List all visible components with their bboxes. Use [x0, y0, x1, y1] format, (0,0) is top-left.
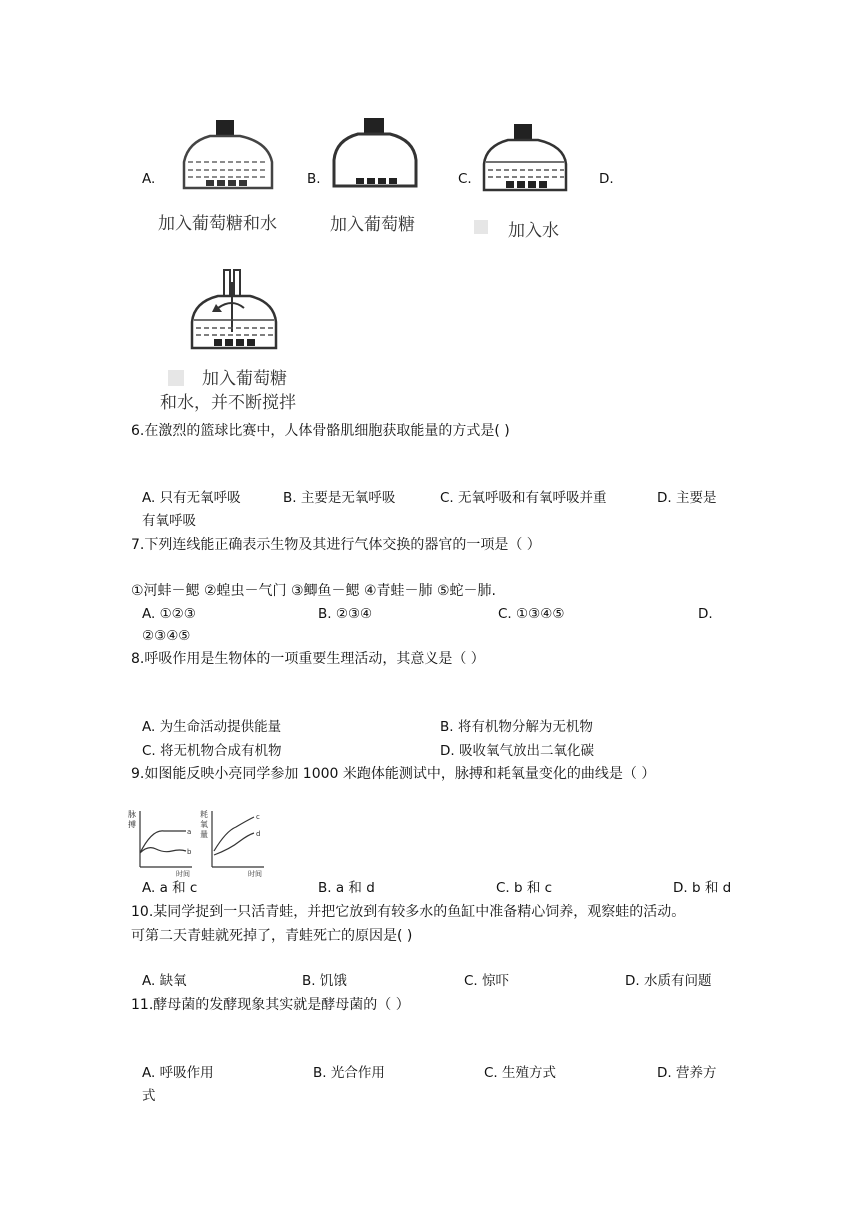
q7-option-d[interactable]: D. [698, 606, 713, 622]
chart2-ylabel-3: 量 [200, 830, 208, 839]
q9-option-d[interactable]: D. b 和 d [673, 880, 732, 896]
flask-c-image [480, 122, 570, 196]
q8-option-a[interactable]: A. 为生命活动提供能量 [142, 719, 282, 735]
flask-d-caption-line1: 加入葡萄糖 [202, 369, 287, 389]
q7-option-b[interactable]: B. ②③④ [318, 606, 373, 622]
q6-option-a[interactable]: A. 只有无氧呼吸 [142, 490, 241, 506]
q8-option-b[interactable]: B. 将有机物分解为无机物 [440, 719, 593, 735]
q11-option-c[interactable]: C. 生殖方式 [484, 1065, 557, 1081]
question-9-stem: 9.如图能反映小亮同学参加 1000 米跑体能测试中，脉搏和耗氧量变化的曲线是（ ） [131, 766, 656, 782]
question-10-stem-line1: 10.某同学捉到一只活青蛙，并把它放到有较多水的鱼缸中准备精心饲养，观察蛙的活动。 [131, 904, 686, 920]
question-11-stem: 11.酵母菌的发酵现象其实就是酵母菌的（ ） [131, 997, 410, 1013]
q11-option-d-continued: 式 [142, 1088, 156, 1104]
q6-option-c[interactable]: C. 无氧呼吸和有氧呼吸并重 [440, 490, 607, 506]
q10-option-c[interactable]: C. 惊吓 [464, 973, 510, 989]
placeholder-mark [168, 370, 184, 386]
curve-d-line [214, 833, 254, 855]
q6-option-b[interactable]: B. 主要是无氧呼吸 [283, 490, 396, 506]
q9-option-b[interactable]: B. a 和 d [318, 880, 375, 896]
q5-option-c-label: C. [458, 171, 472, 187]
q5-option-b-label: B. [307, 171, 321, 187]
question-8-stem: 8.呼吸作用是生物体的一项重要生理活动，其意义是（ ） [131, 651, 485, 667]
chart2-ylabel-2: 氧 [200, 820, 208, 829]
chart2-ylabel-1: 耗 [200, 810, 208, 819]
q11-option-b[interactable]: B. 光合作用 [313, 1065, 385, 1081]
q7-option-d-continued: ②③④⑤ [142, 628, 191, 644]
curve-b-line [140, 848, 186, 853]
q7-option-a[interactable]: A. ①②③ [142, 606, 196, 622]
q9-figure [126, 805, 270, 877]
q6-option-d-continued: 有氧呼吸 [142, 513, 196, 529]
question-7-stem: 7.下列连线能正确表示生物及其进行气体交换的器官的一项是（ ） [131, 537, 541, 553]
chart1-ylabel-2: 搏 [128, 820, 136, 829]
flask-d-caption-line2: 和水，并不断搅拌 [160, 393, 296, 413]
curve-c-label: c [256, 813, 260, 821]
q10-option-a[interactable]: A. 缺氧 [142, 973, 187, 989]
chart2-xlabel: 时间 [248, 870, 262, 877]
chart1-ylabel-1: 脉 [128, 810, 136, 819]
flask-a-image [180, 118, 280, 194]
q6-option-d[interactable]: D. 主要是 [657, 490, 717, 506]
q10-option-b[interactable]: B. 饥饿 [302, 973, 347, 989]
flask-c-caption: 加入水 [508, 221, 559, 241]
flask-d-image [188, 268, 280, 358]
placeholder-mark [474, 220, 488, 234]
curve-b-label: b [187, 848, 192, 856]
curve-d-label: d [256, 830, 261, 838]
q7-items: ①河蚌－鳃 ②蝗虫－气门 ③鲫鱼－鳃 ④青蛙－肺 ⑤蛇－肺. [131, 583, 497, 599]
flask-b-image [330, 116, 420, 192]
flask-b-caption: 加入葡萄糖 [330, 215, 415, 235]
q11-option-a[interactable]: A. 呼吸作用 [142, 1065, 214, 1081]
question-6-stem: 6.在激烈的篮球比赛中，人体骨骼肌细胞获取能量的方式是( ) [131, 423, 510, 439]
q5-option-d-label: D. [599, 171, 614, 187]
chart1-xlabel: 时间 [176, 870, 190, 877]
q8-option-c[interactable]: C. 将无机物合成有机物 [142, 743, 282, 759]
q9-option-c[interactable]: C. b 和 c [496, 880, 553, 896]
curve-a-label: a [187, 828, 192, 836]
question-10-stem-line2: 可第二天青蛙就死掉了，青蛙死亡的原因是( ) [131, 928, 413, 944]
q7-option-c[interactable]: C. ①③④⑤ [498, 606, 565, 622]
q11-option-d[interactable]: D. 营养方 [657, 1065, 717, 1081]
q5-option-a-label: A. [142, 171, 156, 187]
flask-a-caption: 加入葡萄糖和水 [158, 214, 277, 234]
q10-option-d[interactable]: D. 水质有问题 [625, 973, 712, 989]
q9-option-a[interactable]: A. a 和 c [142, 880, 198, 896]
q8-option-d[interactable]: D. 吸收氧气放出二氧化碳 [440, 743, 594, 759]
